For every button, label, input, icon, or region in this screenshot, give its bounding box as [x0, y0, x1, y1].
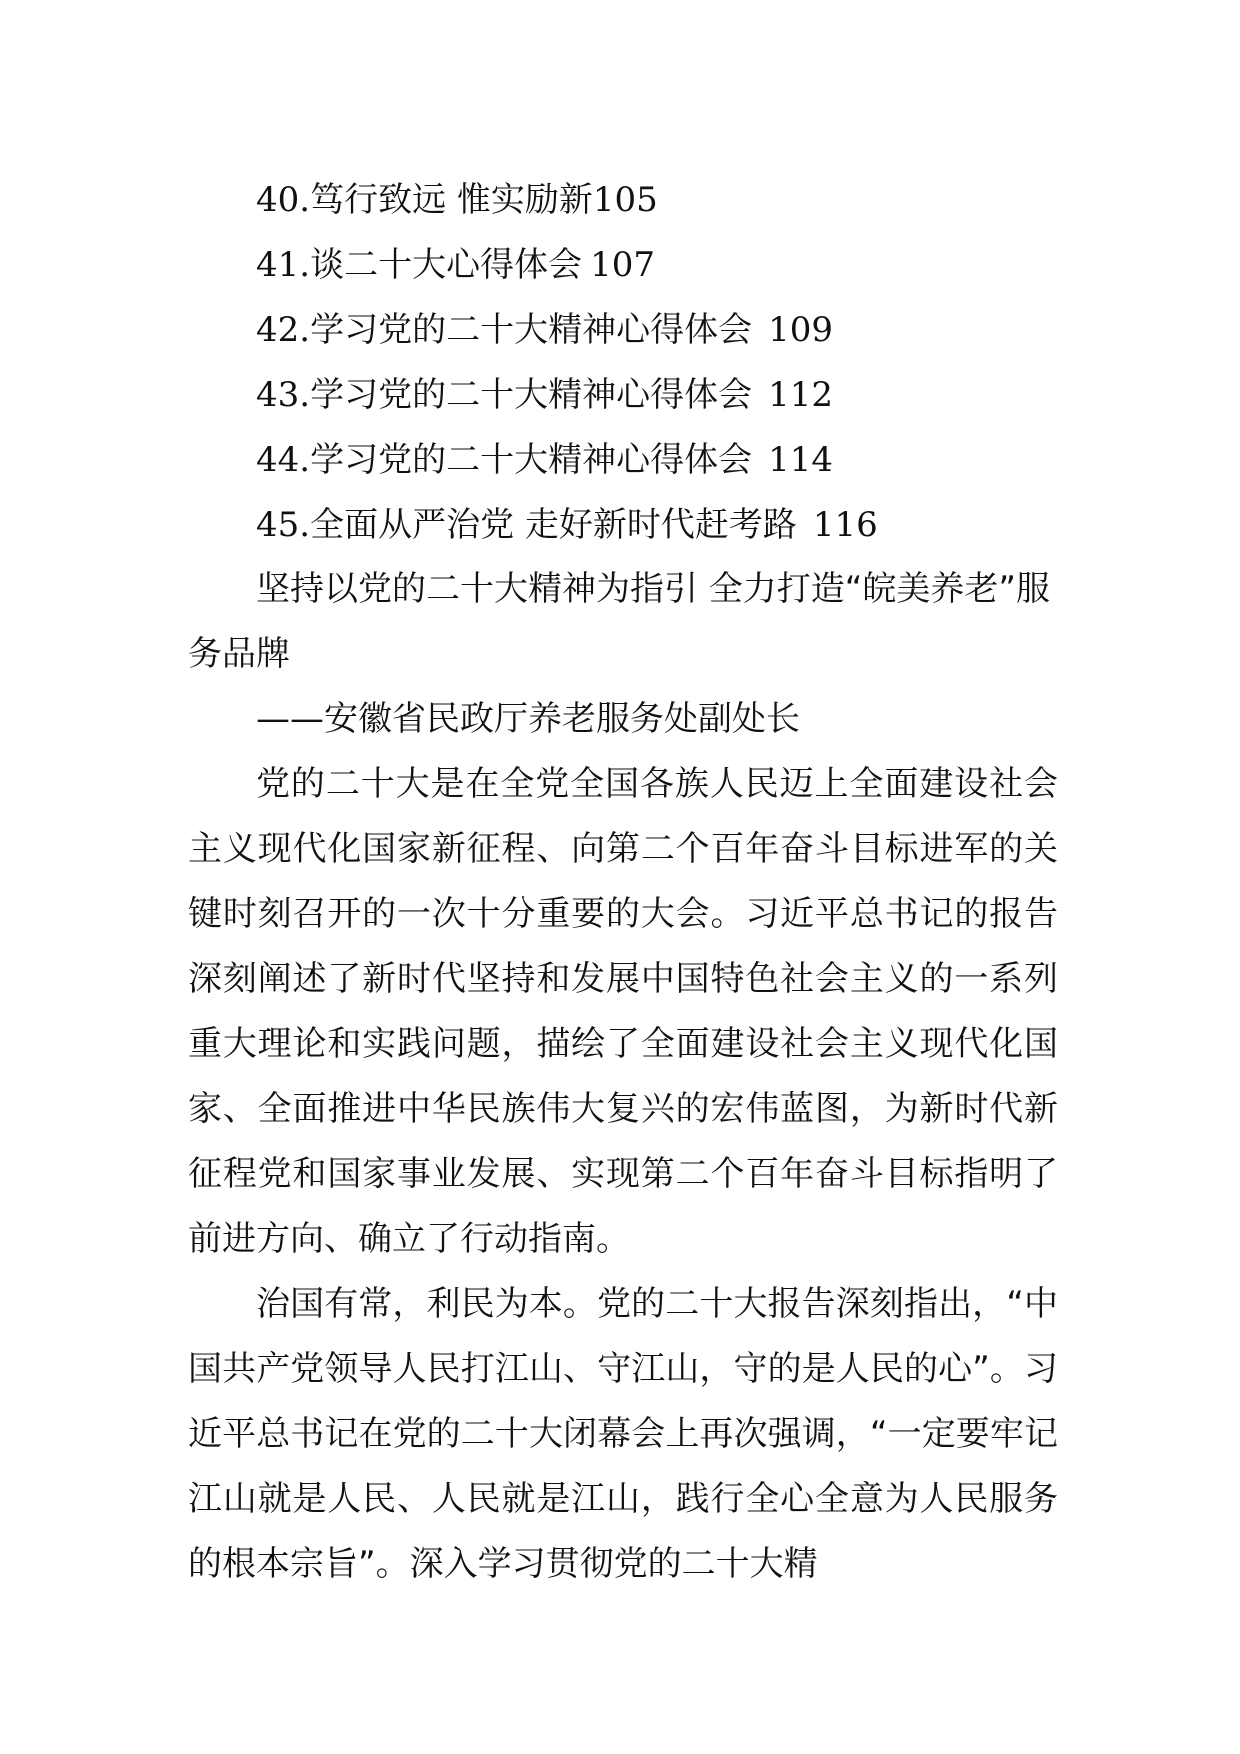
toc-page-number: 116: [812, 505, 878, 545]
toc-page-number: 105: [592, 180, 658, 220]
toc-title: 学习党的二十大精神心得体会: [310, 440, 753, 480]
toc-number: 40.: [256, 180, 311, 220]
toc-number: 41.: [256, 245, 311, 285]
article-paragraph: 治国有常，利民为本。党的二十大报告深刻指出，“中国共产党领导人民打江山、守江山，守的是人民的心”。习近平总书记在党的二十大闭幕会上再次强调，“一定要牢记江山就是人民、人民就是江山，践行全心全意为人民服务的根本宗旨”。深入学习贯彻党的二十大精: [188, 1284, 1058, 1584]
toc-item[interactable]: [256, 233, 1156, 298]
toc-number: 43.: [256, 375, 311, 415]
toc-title: 学习党的二十大精神心得体会: [310, 310, 753, 350]
toc-page-number: 114: [768, 440, 833, 480]
toc-item[interactable]: [256, 493, 1156, 558]
toc-item[interactable]: [256, 298, 1156, 363]
toc-page-number: 107: [590, 245, 655, 285]
toc-number: 45.: [256, 505, 311, 545]
article-body: [188, 557, 1058, 1597]
toc-page-number: 109: [768, 310, 833, 350]
article-paragraph: 党的二十大是在全党全国各族人民迈上全面建设社会主义现代化国家新征程、向第二个百年奋斗目标进军的关键时刻召开的一次十分重要的大会。习近平总书记的报告深刻阐述了新时代坚持和发展中国特色社会主义的一系列重大理论和实践问题，描绘了全面建设社会主义现代化国家、全面推进中华民族伟大复兴的宏伟蓝图，为新时代新征程党和国家事业发展、实现第二个百年奋斗目标指明了前进方向、确立了行动指南。: [188, 764, 1058, 1259]
toc-item[interactable]: [256, 363, 1156, 428]
toc-page-number: 112: [768, 375, 833, 415]
toc-item[interactable]: [256, 428, 1156, 493]
toc-title: 全面从严治党 走好新时代赶考路: [310, 505, 797, 545]
article-byline: ——安徽省民政厅养老服务处副处长: [256, 699, 800, 739]
toc-number: 44.: [256, 440, 311, 480]
toc-title: 笃行致远 惟实励新: [310, 180, 593, 220]
toc-title: 学习党的二十大精神心得体会: [310, 375, 753, 415]
toc-title: 谈二十大心得体会: [310, 245, 583, 285]
article-title: 坚持以党的二十大精神为指引 全力打造“皖美养老”服务品牌: [188, 569, 1051, 674]
table-of-contents: [256, 168, 1156, 558]
toc-number: 42.: [256, 310, 311, 350]
toc-item[interactable]: [256, 168, 1156, 233]
